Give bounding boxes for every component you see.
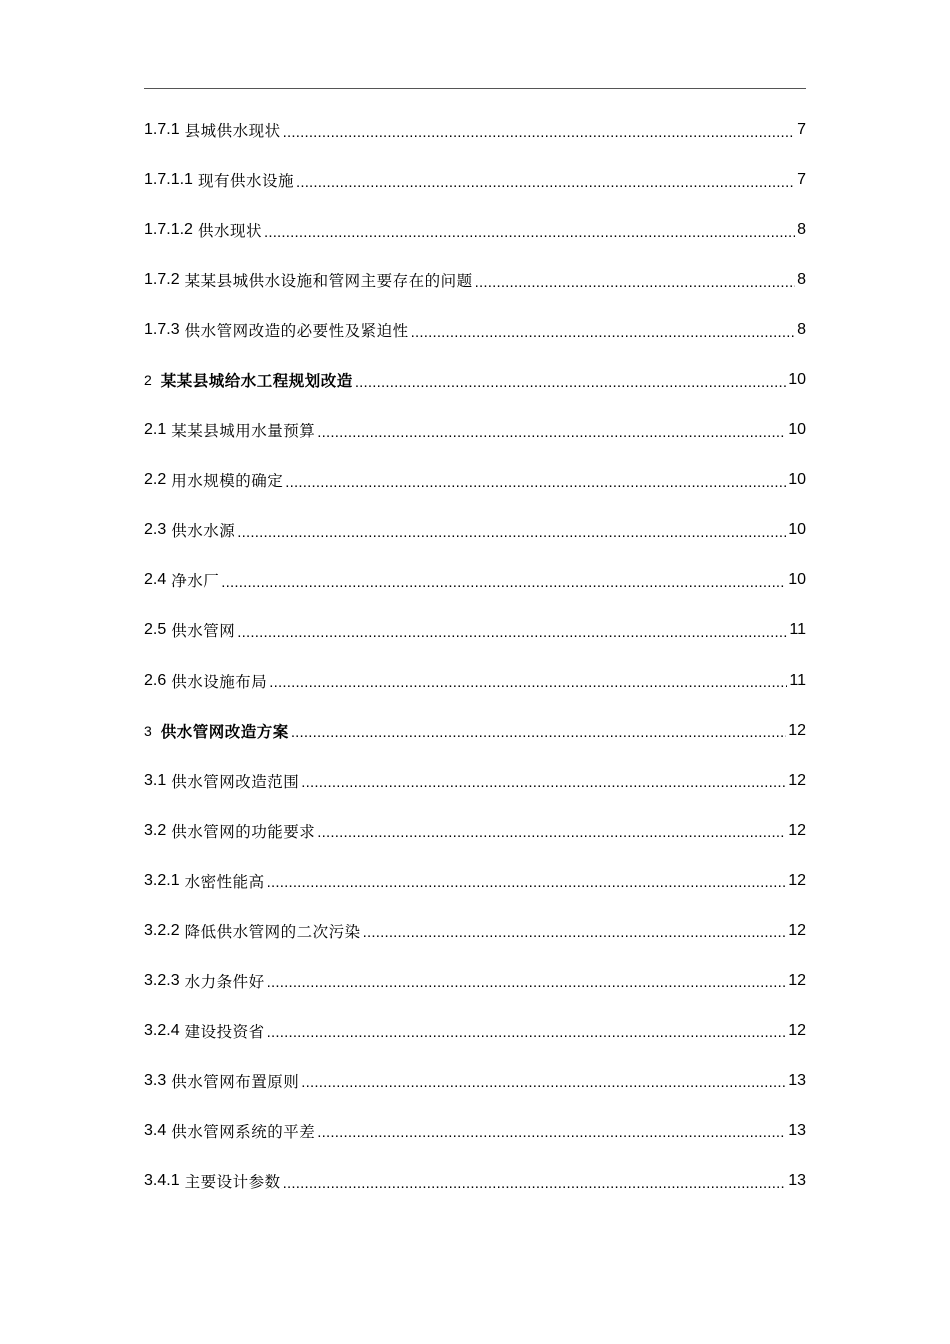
toc-dot-leader bbox=[267, 1024, 787, 1041]
toc-entry-title: 供水水源 bbox=[171, 522, 236, 541]
toc-entry-page-number: 12 bbox=[788, 721, 806, 739]
toc-entry[interactable] bbox=[144, 656, 806, 706]
toc-dot-leader bbox=[267, 974, 787, 991]
toc-entry-page-number: 8 bbox=[797, 271, 806, 289]
toc-entry[interactable] bbox=[144, 505, 806, 555]
toc-dot-leader bbox=[301, 774, 786, 791]
toc-entry-title: 供水现状 bbox=[197, 222, 262, 241]
toc-dot-leader bbox=[267, 874, 787, 891]
toc-entry-title: 某某县城供水设施和管网主要存在的问题 bbox=[184, 272, 473, 291]
toc-entry-number: 2.1 bbox=[144, 421, 167, 439]
toc-entry-page-number: 10 bbox=[788, 521, 806, 539]
toc-entry-page-number: 12 bbox=[788, 821, 806, 839]
toc-dot-leader bbox=[317, 824, 786, 841]
toc-entry-page-number: 13 bbox=[788, 1071, 806, 1089]
toc-dot-leader bbox=[269, 674, 787, 691]
toc-entry[interactable] bbox=[144, 906, 806, 956]
toc-entry[interactable] bbox=[144, 455, 806, 505]
toc-entry-title: 供水管网的功能要求 bbox=[171, 822, 316, 841]
toc-entry-number: 2.4 bbox=[144, 571, 167, 589]
toc-entry-title: 现有供水设施 bbox=[197, 172, 294, 191]
toc-entry[interactable] bbox=[144, 756, 806, 806]
toc-entry[interactable] bbox=[144, 355, 806, 405]
toc-entry-number: 3.2 bbox=[144, 821, 167, 839]
toc-entry-title: 某某县城给水工程规划改造 bbox=[160, 372, 353, 391]
toc-entry-number: 1.7.1.2 bbox=[144, 221, 193, 239]
toc-entry[interactable] bbox=[144, 1156, 806, 1206]
toc-dot-leader bbox=[317, 424, 786, 441]
toc-entry[interactable] bbox=[144, 105, 806, 155]
toc-entry-title: 供水管网系统的平差 bbox=[171, 1122, 316, 1141]
toc-entry-number: 3.2.1 bbox=[144, 871, 180, 889]
toc-entry-page-number: 12 bbox=[788, 871, 806, 889]
toc-dot-leader bbox=[363, 924, 787, 941]
toc-entry-page-number: 12 bbox=[788, 1021, 806, 1039]
header-rule bbox=[144, 88, 806, 89]
toc-entry-number: 1.7.2 bbox=[144, 271, 180, 289]
toc-entry-page-number: 10 bbox=[788, 421, 806, 439]
toc-entry[interactable] bbox=[144, 956, 806, 1006]
toc-entry-page-number: 7 bbox=[797, 171, 806, 189]
toc-dot-leader bbox=[291, 724, 786, 741]
toc-entry[interactable] bbox=[144, 1006, 806, 1056]
table-of-contents bbox=[144, 105, 806, 1206]
toc-entry[interactable] bbox=[144, 205, 806, 255]
toc-entry-page-number: 8 bbox=[797, 321, 806, 339]
toc-entry[interactable] bbox=[144, 255, 806, 305]
toc-dot-leader bbox=[283, 1175, 787, 1192]
toc-entry-number: 3.3 bbox=[144, 1071, 167, 1089]
toc-entry-number: 3.2.2 bbox=[144, 921, 180, 939]
toc-entry-number: 3.4.1 bbox=[144, 1172, 180, 1189]
toc-entry-number: 3.1 bbox=[144, 771, 167, 789]
toc-entry-title: 降低供水管网的二次污染 bbox=[184, 922, 361, 941]
toc-entry-page-number: 10 bbox=[788, 371, 806, 389]
toc-entry[interactable] bbox=[144, 155, 806, 205]
toc-entry-title: 主要设计参数 bbox=[184, 1173, 281, 1191]
toc-entry-title: 供水管网改造范围 bbox=[171, 772, 300, 791]
toc-dot-leader bbox=[355, 374, 786, 391]
toc-entry-title: 水密性能高 bbox=[184, 872, 265, 891]
toc-dot-leader bbox=[296, 174, 795, 191]
toc-dot-leader bbox=[317, 1124, 786, 1141]
toc-entry-title: 用水规模的确定 bbox=[171, 472, 284, 491]
toc-entry[interactable] bbox=[144, 605, 806, 655]
toc-dot-leader bbox=[411, 324, 795, 341]
toc-entry-page-number: 13 bbox=[788, 1121, 806, 1139]
toc-entry-number: 3 bbox=[144, 722, 152, 739]
toc-entry-page-number: 12 bbox=[788, 921, 806, 939]
toc-entry-number: 2.5 bbox=[144, 621, 167, 639]
toc-dot-leader bbox=[285, 474, 786, 491]
toc-entry-title: 供水设施布局 bbox=[171, 672, 268, 691]
toc-entry-number: 1.7.3 bbox=[144, 321, 180, 339]
toc-entry-number: 2.3 bbox=[144, 521, 167, 539]
toc-entry[interactable] bbox=[144, 856, 806, 906]
toc-entry-number: 3.2.3 bbox=[144, 971, 180, 989]
toc-entry[interactable] bbox=[144, 405, 806, 455]
toc-entry-number: 2 bbox=[144, 372, 152, 389]
toc-entry-page-number: 8 bbox=[797, 221, 806, 239]
toc-dot-leader bbox=[221, 574, 786, 591]
toc-entry-number: 3.4 bbox=[144, 1121, 167, 1139]
toc-dot-leader bbox=[301, 1074, 786, 1091]
toc-entry[interactable] bbox=[144, 806, 806, 856]
toc-entry-title: 建设投资省 bbox=[184, 1022, 265, 1041]
toc-entry-page-number: 10 bbox=[788, 571, 806, 589]
toc-entry-page-number: 11 bbox=[789, 621, 806, 639]
toc-entry-title: 某某县城用水量预算 bbox=[171, 422, 316, 441]
toc-entry-title: 供水管网改造方案 bbox=[160, 722, 289, 741]
toc-dot-leader bbox=[264, 224, 795, 241]
toc-entry-title: 供水管网改造的必要性及紧迫性 bbox=[184, 322, 409, 341]
toc-entry-page-number: 7 bbox=[797, 121, 806, 139]
toc-entry[interactable] bbox=[144, 1106, 806, 1156]
toc-entry-number: 2.6 bbox=[144, 671, 167, 689]
toc-entry[interactable] bbox=[144, 305, 806, 355]
toc-entry[interactable] bbox=[144, 706, 806, 756]
toc-entry-page-number: 12 bbox=[788, 971, 806, 989]
toc-entry-number: 2.2 bbox=[144, 471, 167, 489]
toc-entry-page-number: 13 bbox=[788, 1172, 806, 1189]
toc-entry[interactable] bbox=[144, 1056, 806, 1106]
toc-entry[interactable] bbox=[144, 555, 806, 605]
toc-entry-title: 供水管网 bbox=[171, 622, 236, 641]
toc-entry-number: 1.7.1 bbox=[144, 121, 180, 139]
toc-entry-title: 县城供水现状 bbox=[184, 122, 281, 141]
toc-entry-number: 1.7.1.1 bbox=[144, 171, 193, 189]
toc-entry-title: 供水管网布置原则 bbox=[171, 1072, 300, 1091]
toc-dot-leader bbox=[237, 524, 786, 541]
toc-dot-leader bbox=[237, 624, 787, 641]
toc-entry-page-number: 12 bbox=[788, 771, 806, 789]
toc-entry-title: 水力条件好 bbox=[184, 972, 265, 991]
toc-dot-leader bbox=[475, 274, 795, 291]
toc-entry-number: 3.2.4 bbox=[144, 1021, 180, 1039]
toc-entry-title: 净水厂 bbox=[171, 572, 220, 591]
toc-entry-page-number: 10 bbox=[788, 471, 806, 489]
toc-dot-leader bbox=[283, 124, 795, 141]
toc-entry-page-number: 11 bbox=[789, 671, 806, 689]
